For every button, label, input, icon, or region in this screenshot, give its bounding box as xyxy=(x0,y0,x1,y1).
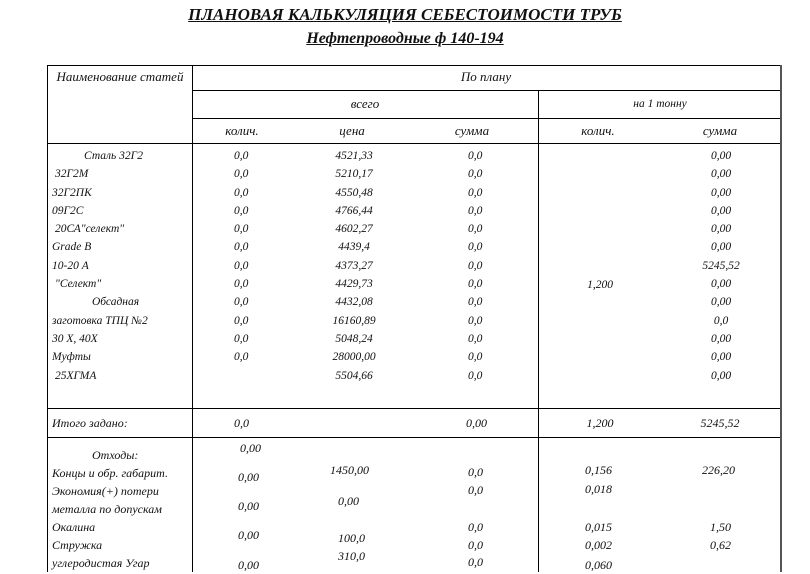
price-cell: 5210,17 xyxy=(335,168,373,181)
table-top-border xyxy=(47,65,782,66)
sum-cell: 0,0 xyxy=(468,332,483,345)
sum-per-ton-cell: 5245,52 xyxy=(702,259,740,272)
qty-cell: 0,0 xyxy=(234,150,249,162)
price-cell: 4373,27 xyxy=(335,259,373,272)
table-left-border xyxy=(47,65,48,572)
waste-sum: 0,0 xyxy=(468,520,483,534)
sum-per-ton-column xyxy=(690,147,752,385)
sum-cell: 0,0 xyxy=(468,369,483,382)
header-price: цена xyxy=(339,123,365,138)
waste-sum: 0,0 xyxy=(468,465,483,479)
waste-label: Экономия(+) потери xyxy=(52,484,159,498)
waste-sum-per-ton: 0,62 xyxy=(710,538,731,552)
item-name: 10-20 А xyxy=(52,259,89,272)
header-name: Наименование статей xyxy=(56,69,184,84)
qty-cell: 0,0 xyxy=(234,168,249,181)
sum-column xyxy=(468,147,508,385)
total-bottom-line xyxy=(47,437,782,438)
waste-price: 100,0 xyxy=(338,531,365,545)
item-name: 32Г2ПК xyxy=(52,186,92,199)
document-title: ПЛАНОВАЯ КАЛЬКУЛЯЦИЯ СЕБЕСТОИМОСТИ ТРУБ xyxy=(188,5,622,24)
item-name: 30 Х, 40Х xyxy=(52,332,98,345)
item-name: 09Г2С xyxy=(52,204,84,217)
price-cell: 4550,48 xyxy=(335,186,373,199)
waste-sum: 0,0 xyxy=(468,538,483,552)
sum-per-ton-cell: 0,00 xyxy=(710,296,732,309)
item-name: 25ХГМА xyxy=(55,369,97,382)
qty-cell: 0,0 xyxy=(234,278,249,291)
sum-per-ton-cell: 0,00 xyxy=(710,204,732,217)
total-sum-per-ton: 5245,52 xyxy=(700,416,740,430)
item-name: Обсадная xyxy=(92,296,140,309)
price-cell: 4432,08 xyxy=(335,296,373,309)
sum-cell: 0,0 xyxy=(468,241,483,254)
plan-header-line xyxy=(192,90,782,91)
sum-cell: 0,0 xyxy=(468,223,483,236)
qty-cell: 0,0 xyxy=(234,351,249,364)
item-name: Grade B xyxy=(52,241,92,254)
sum-cell: 0,0 xyxy=(468,186,483,199)
price-cell: 28000,00 xyxy=(332,351,376,364)
price-cell: 4429,73 xyxy=(335,278,373,291)
sum-per-ton-cell: 0,00 xyxy=(710,332,732,345)
waste-qty: 0,00 xyxy=(238,499,259,513)
items-bottom-line xyxy=(47,408,782,409)
waste-price: 0,00 xyxy=(338,494,359,508)
sum-cell: 0,0 xyxy=(468,204,483,217)
name-column-border xyxy=(192,65,193,572)
waste-qty: 0,00 xyxy=(238,470,259,484)
sum-per-ton-cell: 0,00 xyxy=(710,223,732,236)
waste-label: Стружка xyxy=(52,538,103,552)
waste-price: 310,0 xyxy=(338,549,365,563)
qty-cell: 0,0 xyxy=(234,204,249,217)
total-sum: 0,00 xyxy=(466,416,487,430)
sum-per-ton-cell: 0,00 xyxy=(710,186,732,199)
sum-cell: 0,0 xyxy=(468,314,483,327)
item-name: заготовка ТПЦ №2 xyxy=(52,314,148,327)
waste-sum: 0,0 xyxy=(468,483,483,497)
document-subtitle: Нефтепроводные ф 140-194 xyxy=(306,30,504,47)
sum-cell: 0,0 xyxy=(468,259,483,272)
waste-header: Отходы: xyxy=(92,448,139,462)
waste-qty-per-ton: 0,156 xyxy=(585,463,612,477)
item-name: 20СА"селект" xyxy=(55,223,125,236)
sum-per-ton-cell: 0,00 xyxy=(710,168,732,181)
header-plan: По плану xyxy=(460,69,512,84)
sum-per-ton-cell: 0,00 xyxy=(710,351,732,364)
price-cell: 4521,33 xyxy=(335,150,373,162)
price-cell: 5048,24 xyxy=(335,332,373,345)
waste-qty-per-ton: 0,060 xyxy=(585,558,612,572)
header-qty: колич. xyxy=(225,123,259,138)
header-bottom-line xyxy=(47,143,782,144)
waste-label: Окалина xyxy=(52,520,96,534)
waste-label: металла по допускам xyxy=(52,502,162,516)
header-qty2: колич. xyxy=(581,123,615,138)
total-qty-per-ton: 1,200 xyxy=(586,416,614,430)
item-names-column xyxy=(52,147,190,385)
qty-column xyxy=(234,147,274,367)
sum-per-ton-cell: 0,00 xyxy=(710,369,732,382)
waste-qty-per-ton: 0,018 xyxy=(585,482,612,496)
item-name: Сталь 32Г2 xyxy=(84,150,143,162)
price-cell: 4439,4 xyxy=(338,241,370,254)
item-name: 32Г2М xyxy=(55,168,89,181)
qty-cell: 0,0 xyxy=(234,296,249,309)
sum-cell: 0,0 xyxy=(468,351,483,364)
table-right-border xyxy=(780,65,782,572)
waste-qty-per-ton: 0,015 xyxy=(585,520,612,534)
price-cell: 16160,89 xyxy=(332,314,376,327)
price-cell: 4602,27 xyxy=(335,223,373,236)
header-per-ton: на 1 тонну xyxy=(633,98,687,110)
qty-cell: 0,0 xyxy=(234,332,249,345)
waste-qty-per-ton: 0,002 xyxy=(585,538,612,552)
header-total: всего xyxy=(350,96,380,111)
waste-label: Концы и обр. габарит. xyxy=(52,466,168,480)
waste-qty: 0,00 xyxy=(238,558,259,572)
qty-per-ton-cell: 1,200 xyxy=(587,279,613,291)
qty-cell: 0,0 xyxy=(234,259,249,272)
waste-label: углеродистая Угар xyxy=(52,556,150,570)
waste-sum-per-ton: 226,20 xyxy=(702,463,735,477)
price-cell: 5504,66 xyxy=(335,369,373,382)
sum-per-ton-cell: 0,00 xyxy=(710,241,732,254)
total-label: Итого задано: xyxy=(52,416,128,430)
per-ton-border xyxy=(538,90,539,572)
sum-cell: 0,0 xyxy=(468,150,483,162)
qty-cell: 0,0 xyxy=(234,186,249,199)
sum-cell: 0,0 xyxy=(468,278,483,291)
sum-per-ton-cell: 0,00 xyxy=(710,150,732,162)
waste-sum: 0,0 xyxy=(468,555,483,569)
waste-qty: 0,00 xyxy=(238,528,259,542)
waste-sum-per-ton: 1,50 xyxy=(710,520,731,534)
sum-per-ton-cell: 0,0 xyxy=(713,314,729,327)
qty-cell: 0,0 xyxy=(234,314,249,327)
sum-per-ton-cell: 0,00 xyxy=(710,278,732,291)
waste-price: 1450,00 xyxy=(330,463,369,477)
item-name: Муфты xyxy=(52,351,91,364)
subheader-line xyxy=(192,118,782,119)
price-column xyxy=(318,147,390,385)
qty-cell: 0,0 xyxy=(234,223,249,236)
price-cell: 4766,44 xyxy=(335,204,373,217)
item-name: "Селект" xyxy=(55,278,102,291)
sum-cell: 0,0 xyxy=(468,168,483,181)
qty-cell: 0,0 xyxy=(234,241,249,254)
sum-cell: 0,0 xyxy=(468,296,483,309)
header-sum2: сумма xyxy=(702,123,738,138)
waste-header-qty: 0,00 xyxy=(240,441,261,455)
header-sum: сумма xyxy=(454,123,490,138)
total-qty: 0,0 xyxy=(234,416,249,430)
